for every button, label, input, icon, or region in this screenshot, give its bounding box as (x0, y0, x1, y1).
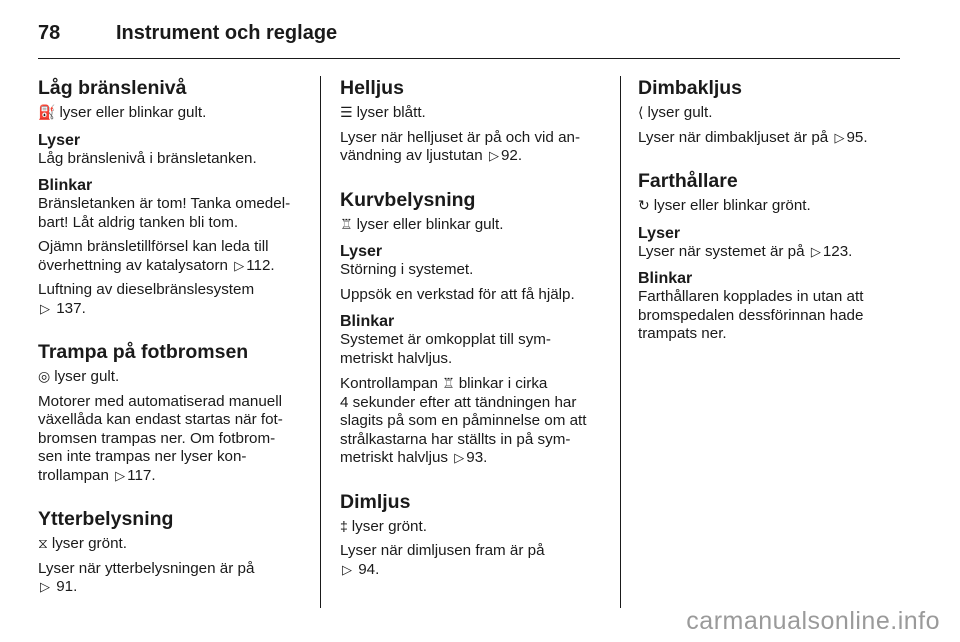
body-text: Luftning av dieselbränslesystem ▷ 137. (38, 281, 255, 317)
section-heading-high-beam: Helljus (340, 77, 404, 99)
page-reference[interactable]: 117. (127, 466, 156, 484)
page-reference[interactable]: 123. (822, 242, 853, 260)
section-heading-rear-fog: Dimbakljus (638, 77, 743, 99)
header-rule (38, 58, 900, 59)
page-reference[interactable]: 92. (500, 147, 523, 164)
body-text: Kontrollampan ♖ blinkar i cirka 4 sekunder efter att tändningen har slagits på som en påminnelse om att strålkastarna har ställts in på sym- metriskt halvljus ▷ 93. (340, 375, 587, 466)
high-beam-icon: ☰ (340, 104, 353, 120)
subheading-lyser: Lyser (638, 224, 681, 242)
cornering-light-icon: ♖ (442, 375, 455, 391)
body-text: Lyser när ytterbelysningen är på ▷ 91. (38, 559, 255, 595)
cornering-light-icon: ♖ (340, 215, 353, 232)
status-text: lyser blått. (356, 104, 426, 121)
page-reference-arrow-icon: ▷ (40, 300, 50, 316)
subheading-blinkar: Blinkar (340, 313, 395, 330)
fuel-pump-icon: ⛽ (38, 104, 56, 120)
page-reference-arrow-icon: ▷ (810, 243, 821, 259)
section-heading-brake: Trampa på fotbromsen (38, 341, 249, 363)
page-number: 78 (38, 21, 61, 44)
body-text: Låg bränslenivå i bränsletanken. (38, 149, 257, 167)
body-text: Farthållaren kopplades in utan att bromspedalen dessförinnan hade trampats ner. (638, 288, 864, 342)
status-text: lyser eller blinkar grönt. (653, 197, 811, 214)
status-text: lyser grönt. (351, 517, 427, 535)
column-2 (340, 76, 610, 585)
page-reference[interactable]: 93. (466, 449, 488, 466)
rear-fog-light-icon: ⟨ (638, 104, 644, 120)
page-header (38, 16, 337, 50)
fog-light-icon: ‡ (340, 517, 348, 534)
column-1 (38, 76, 308, 603)
subheading-blinkar: Blinkar (638, 270, 693, 287)
body-text: Lyser när systemet är på ▷ 123. (638, 242, 853, 260)
page-reference[interactable]: 95. (846, 128, 868, 146)
page-reference-arrow-icon: ▷ (342, 561, 352, 577)
status-text: lyser grönt. (51, 535, 127, 552)
body-text: Bränsletanken är tom! Tanka omedel- bart! Låt aldrig tanken bli tom. (38, 195, 291, 231)
page-reference-arrow-icon: ▷ (488, 148, 499, 163)
body-text: Uppsök en verkstad för att få hjälp. (340, 285, 575, 303)
page-reference[interactable]: 137. (56, 299, 86, 317)
section-heading-exterior-lights: Ytterbelysning (38, 508, 174, 530)
subheading-lyser: Lyser (340, 243, 383, 260)
body-text: Lyser när dimljusen fram är på ▷ 94. (340, 542, 545, 578)
page-reference-arrow-icon: ▷ (40, 579, 50, 594)
section-heading-cruise: Farthållare (638, 170, 738, 192)
page-reference-arrow-icon: ▷ (115, 467, 126, 483)
body-text: Lyser när helljuset är på och vid an- vändning av ljustutan ▷ 92. (340, 128, 581, 164)
subheading-blinkar: Blinkar (38, 177, 93, 194)
page-title: Instrument och reglage (116, 21, 338, 44)
body-text: Motorer med automatiserad manuell växellåda kan endast startas när fot- bromsen trampas ner. Om fotbrom- sen inte trampas ner lyser kon- trollampan ▷ 117. (38, 392, 283, 484)
status-text: lyser gult. (647, 104, 713, 121)
page-reference[interactable]: 112. (246, 256, 275, 274)
column-3 (638, 76, 908, 350)
subheading-lyser: Lyser (38, 131, 81, 149)
section-heading-cornering: Kurvbelysning (340, 188, 476, 211)
status-text: lyser gult. (54, 368, 120, 385)
body-text: Systemet är omkopplat till sym- metriskt halvljus. (340, 331, 551, 367)
section-heading-fuel: Låg bränslenivå (38, 77, 187, 99)
body-text: Ojämn bränsletillförsel kan leda till överhettning av katalysatorn ▷ 112. (38, 238, 275, 274)
page-reference-arrow-icon: ▷ (234, 257, 245, 273)
page-reference-arrow-icon: ▷ (834, 129, 845, 145)
column-divider-1 (320, 76, 321, 608)
watermark: carmanualsonline.info (686, 607, 940, 635)
page-reference[interactable]: 91. (56, 578, 78, 595)
page-reference[interactable]: 94. (358, 560, 380, 578)
body-text: Störning i systemet. (340, 261, 474, 278)
status-text: lyser eller blinkar gult. (59, 104, 207, 121)
body-text: Lyser när dimbakljuset är på ▷ 95. (638, 128, 868, 146)
section-heading-fog: Dimljus (340, 490, 411, 513)
side-lights-icon: ⧖ (38, 535, 48, 551)
status-text: lyser eller blinkar gult. (356, 215, 504, 233)
cruise-control-icon: ↻ (638, 197, 650, 213)
brake-pedal-icon: ◎ (38, 368, 51, 384)
column-divider-2 (620, 76, 621, 608)
page-reference-arrow-icon: ▷ (454, 450, 465, 465)
